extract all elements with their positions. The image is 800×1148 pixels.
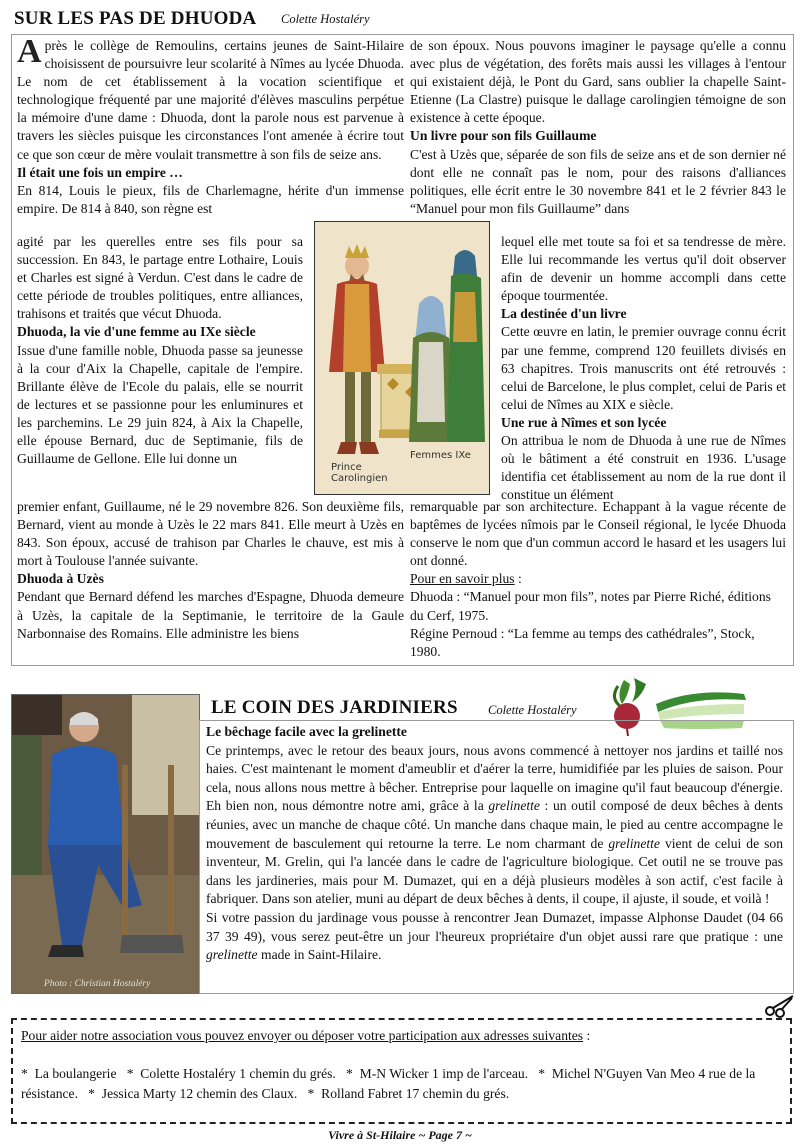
para-destiny: Cette œuvre en latin, le premier ouvrage connu écrit par une femme, comprend 120 feuillets divisés en 63 chapitres. Trois manuscrits ont été retrouvés : celui de Barcelone, le plus complet, celui de Paris et celui de Nîmes au XIX e siècle. bbox=[501, 324, 786, 412]
more-colon: : bbox=[514, 571, 522, 587]
article2-italic-3: grelinette bbox=[206, 947, 258, 963]
article2-text-5: made in Saint-Hilaire. bbox=[257, 947, 382, 963]
article1-right-column-lower bbox=[410, 498, 786, 661]
article1-right-column bbox=[410, 37, 786, 218]
article1-author: Colette Hostaléry bbox=[281, 12, 370, 26]
article2-text-2: : un outil composé de deux bêches à dents réunies, avec un manche de chaque côté. Un manche dans chaque main, le pied au centre accompagne le mouvement de basculement qui retourne la terre. Le nom charmant de bbox=[206, 798, 783, 851]
gardener-photo bbox=[11, 694, 200, 994]
page-footer: Vivre à St-Hilaire ~ Page 7 ~ bbox=[328, 1128, 472, 1142]
article2-italic-2: grelinette bbox=[608, 835, 660, 851]
article1-title: SUR LES PAS DE DHUODA bbox=[14, 8, 257, 29]
article2-author: Colette Hostaléry bbox=[488, 703, 577, 717]
para-street-a: On attribua le nom de Dhuoda à une rue de Nîmes où le bâtiment a été construit en 1936. L'usage identifia cet établissement au nom de la rue dont il constitue un élément bbox=[501, 433, 786, 503]
heading-destiny: La destinée d'un livre bbox=[501, 306, 627, 322]
article1-left-column-lower bbox=[17, 498, 404, 643]
more-label: Pour en savoir plus bbox=[410, 571, 515, 587]
photo-credit: Photo : Christian Hostaléry bbox=[44, 979, 151, 989]
illustration-caption-women: Femmes IXe bbox=[410, 450, 471, 461]
article2-title: LE COIN DES JARDINIERS bbox=[211, 697, 458, 718]
para-life-a: Issue d'une famille noble, Dhuoda passe sa jeunesse à la cour d'Aix la Chapelle, capitale de l'empire. Brillante élève de l'Ecole du palais, elle se nourrit de lectures et se passionne pour les enluminures et les parchemins. Le 29 juin 824, à Aix la Chapelle, elle épouse Bernard, duc de Septimanie, fils de Guillaume de Gellone. Elle lui donne un bbox=[17, 342, 303, 467]
para-empire-a: En 814, Louis le pieux, fils de Charlemagne, hérite d'un immense empire. De 814 à 840, son règne est bbox=[17, 182, 404, 216]
drop-cap: A bbox=[17, 33, 42, 70]
para-book-b: lequel elle met toute sa foi et sa tendresse de mère. Elle lui recommande les vertus qu'il doit observer afin de devenir un homme accompli dans cette époque tourmentée. bbox=[501, 234, 786, 304]
heading-uzes: Dhuoda à Uzès bbox=[17, 571, 104, 587]
carolingian-illustration bbox=[314, 221, 490, 495]
article2-text-4: Si votre passion du jardinage vous pousse à rencontrer Jean Dumazet, impasse Alphonse Daudet (04 66 37 39 49), vous serez peut-être un jour l'heureux propriétaire d'un objet aussi rare que pratique : une bbox=[206, 909, 783, 944]
donation-addresses: * La boulangerie * Colette Hostaléry 1 chemin du grés. * M-N Wicker 1 imp de l'arceau. * Michel N'Guyen Van Meo 4 rue de la résistance. * Jessica Marty 12 chemin des Claux. * Rolland Fabret 17 chemin du grés. bbox=[21, 1066, 759, 1101]
para-uzes-cont: de son époux. Nous pouvons imaginer le paysage qu'elle a connu avec plus de végétation, des forêts mais aussi les villages à l'entour qui existaient déjà, le Pont du Gard, sans oublier la chapelle Saint-Etienne (La Clastre) puisque le dallage carolingien témoigne de son existence à cette époque. bbox=[410, 38, 786, 126]
para-uzes: Pendant que Bernard défend les marches d'Espagne, Dhuoda demeure à Uzès, la capitale de la Septimanie, le territoire de la Gaule Narbonnaise des Romains. Elle administre les biens bbox=[17, 589, 404, 641]
donation-heading: Pour aider notre association vous pouvez envoyer ou déposer votre participation aux adresses suivantes bbox=[21, 1028, 584, 1043]
para-street-b: remarquable par son architecture. Echappant à la vague récente de baptêmes de lycées nîmois par le Conseil régional, le lycée Dhuoda conserve le nom que d'un commun accord le hasard et les usagers lui ont donné. bbox=[410, 499, 786, 569]
article2-subtitle: Le bêchage facile avec la grelinette bbox=[206, 724, 407, 739]
para-empire-b: agité par les querelles entre ses fils pour sa succession. En 843, le partage entre Lothaire, Louis et Charles est signé à Verdun. C'est dans le cadre de cette période de troubles politiques, entre alliances, trahisons et traités que vécut Dhuoda. bbox=[17, 234, 303, 322]
article2-italic-1: grelinette bbox=[488, 798, 540, 814]
article2-text-3: vient de celui de son inventeur, M. Grelin, qui l'a lancée dans le cadre de l'agriculture biologique. Cet outil ne se trouve pas dans les jardineries, mais pour M. Dumazet, qui en a déjà plusieurs modèles à son actif, c'est facile à fabriquer. Dans son atelier, muni au départ de deux bêches à dents, il coupe, il ajuste, il soude, et voilà ! bbox=[206, 835, 783, 907]
reference-2: Régine Pernoud : “La femme au temps des cathédrales”, Stock, 1980. bbox=[410, 625, 755, 659]
heading-street: Une rue à Nîmes et son lycée bbox=[501, 414, 667, 430]
article2-text-1: Ce printemps, avec le retour des beaux jours, nous avons commencé à nettoyer nos jardins et taillé nos haies. C'est maintenant le moment d'ameublir et d'aérer la terre, humidifiée par les pluies de saison. Pour cela, nous allons nous mettre à bêcher. Entreprise pour laquelle on imagine qu'il faut beaucoup d'énergie. Eh bien non, nous démontre notre ami, grâce à la bbox=[206, 742, 783, 814]
donation-heading-colon: : bbox=[583, 1028, 591, 1043]
heading-life: Dhuoda, la vie d'une femme au IXe siècle bbox=[17, 324, 256, 340]
donation-box bbox=[11, 1018, 792, 1124]
scissors-icon bbox=[763, 994, 795, 1018]
reference-1: Dhuoda : “Manuel pour mon fils”, notes par Pierre Riché, éditions du Cerf, 1975. bbox=[410, 589, 771, 623]
illustration-caption-prince: Prince Carolingien bbox=[331, 462, 388, 484]
para-life-b: premier enfant, Guillaume, né le 29 novembre 826. Son deuxième fils, Bernard, vient au monde à Uzès le 22 mars 841. Elle meurt à Uzès en 843. Son époux, accusé de trahison par Charles le chauve, est mis à mort à Toulouse l'année suivante. bbox=[17, 499, 404, 569]
heading-book: Un livre pour son fils Guillaume bbox=[410, 128, 597, 144]
heading-empire: Il était une fois un empire … bbox=[17, 164, 183, 180]
article1-intro: près le collège de Remoulins, certains jeunes de Saint-Hilaire choisissent de poursuivre leur scolarité à Nîmes au lycée Dhuoda. Le nom de cet établissement à la vocation scientifique et technologique fréquenté par une majorité d'élèves masculins perpétue la mémoire d'une dame : Dhuoda, dont la parole nous est parvenue à travers les siècles puisque les circonstances l'ont amenée à écrire tout ce que son cœur de mère voulait transmettre à son fils de seize ans. bbox=[17, 38, 404, 162]
article1-left-column bbox=[17, 33, 404, 218]
para-book-a: C'est à Uzès que, séparée de son fils de seize ans et de son dernier né dont elle ne connaît pas le nom, pour des raisons d'alliances politiques, elle écrit entre le 30 novembre 841 et le 2 février 843 le “Manuel pour mon fils Guillaume” dans bbox=[410, 146, 786, 216]
article1-left-column-narrow bbox=[17, 233, 303, 468]
article2-body bbox=[206, 723, 783, 965]
article1-right-column-narrow bbox=[501, 233, 786, 504]
